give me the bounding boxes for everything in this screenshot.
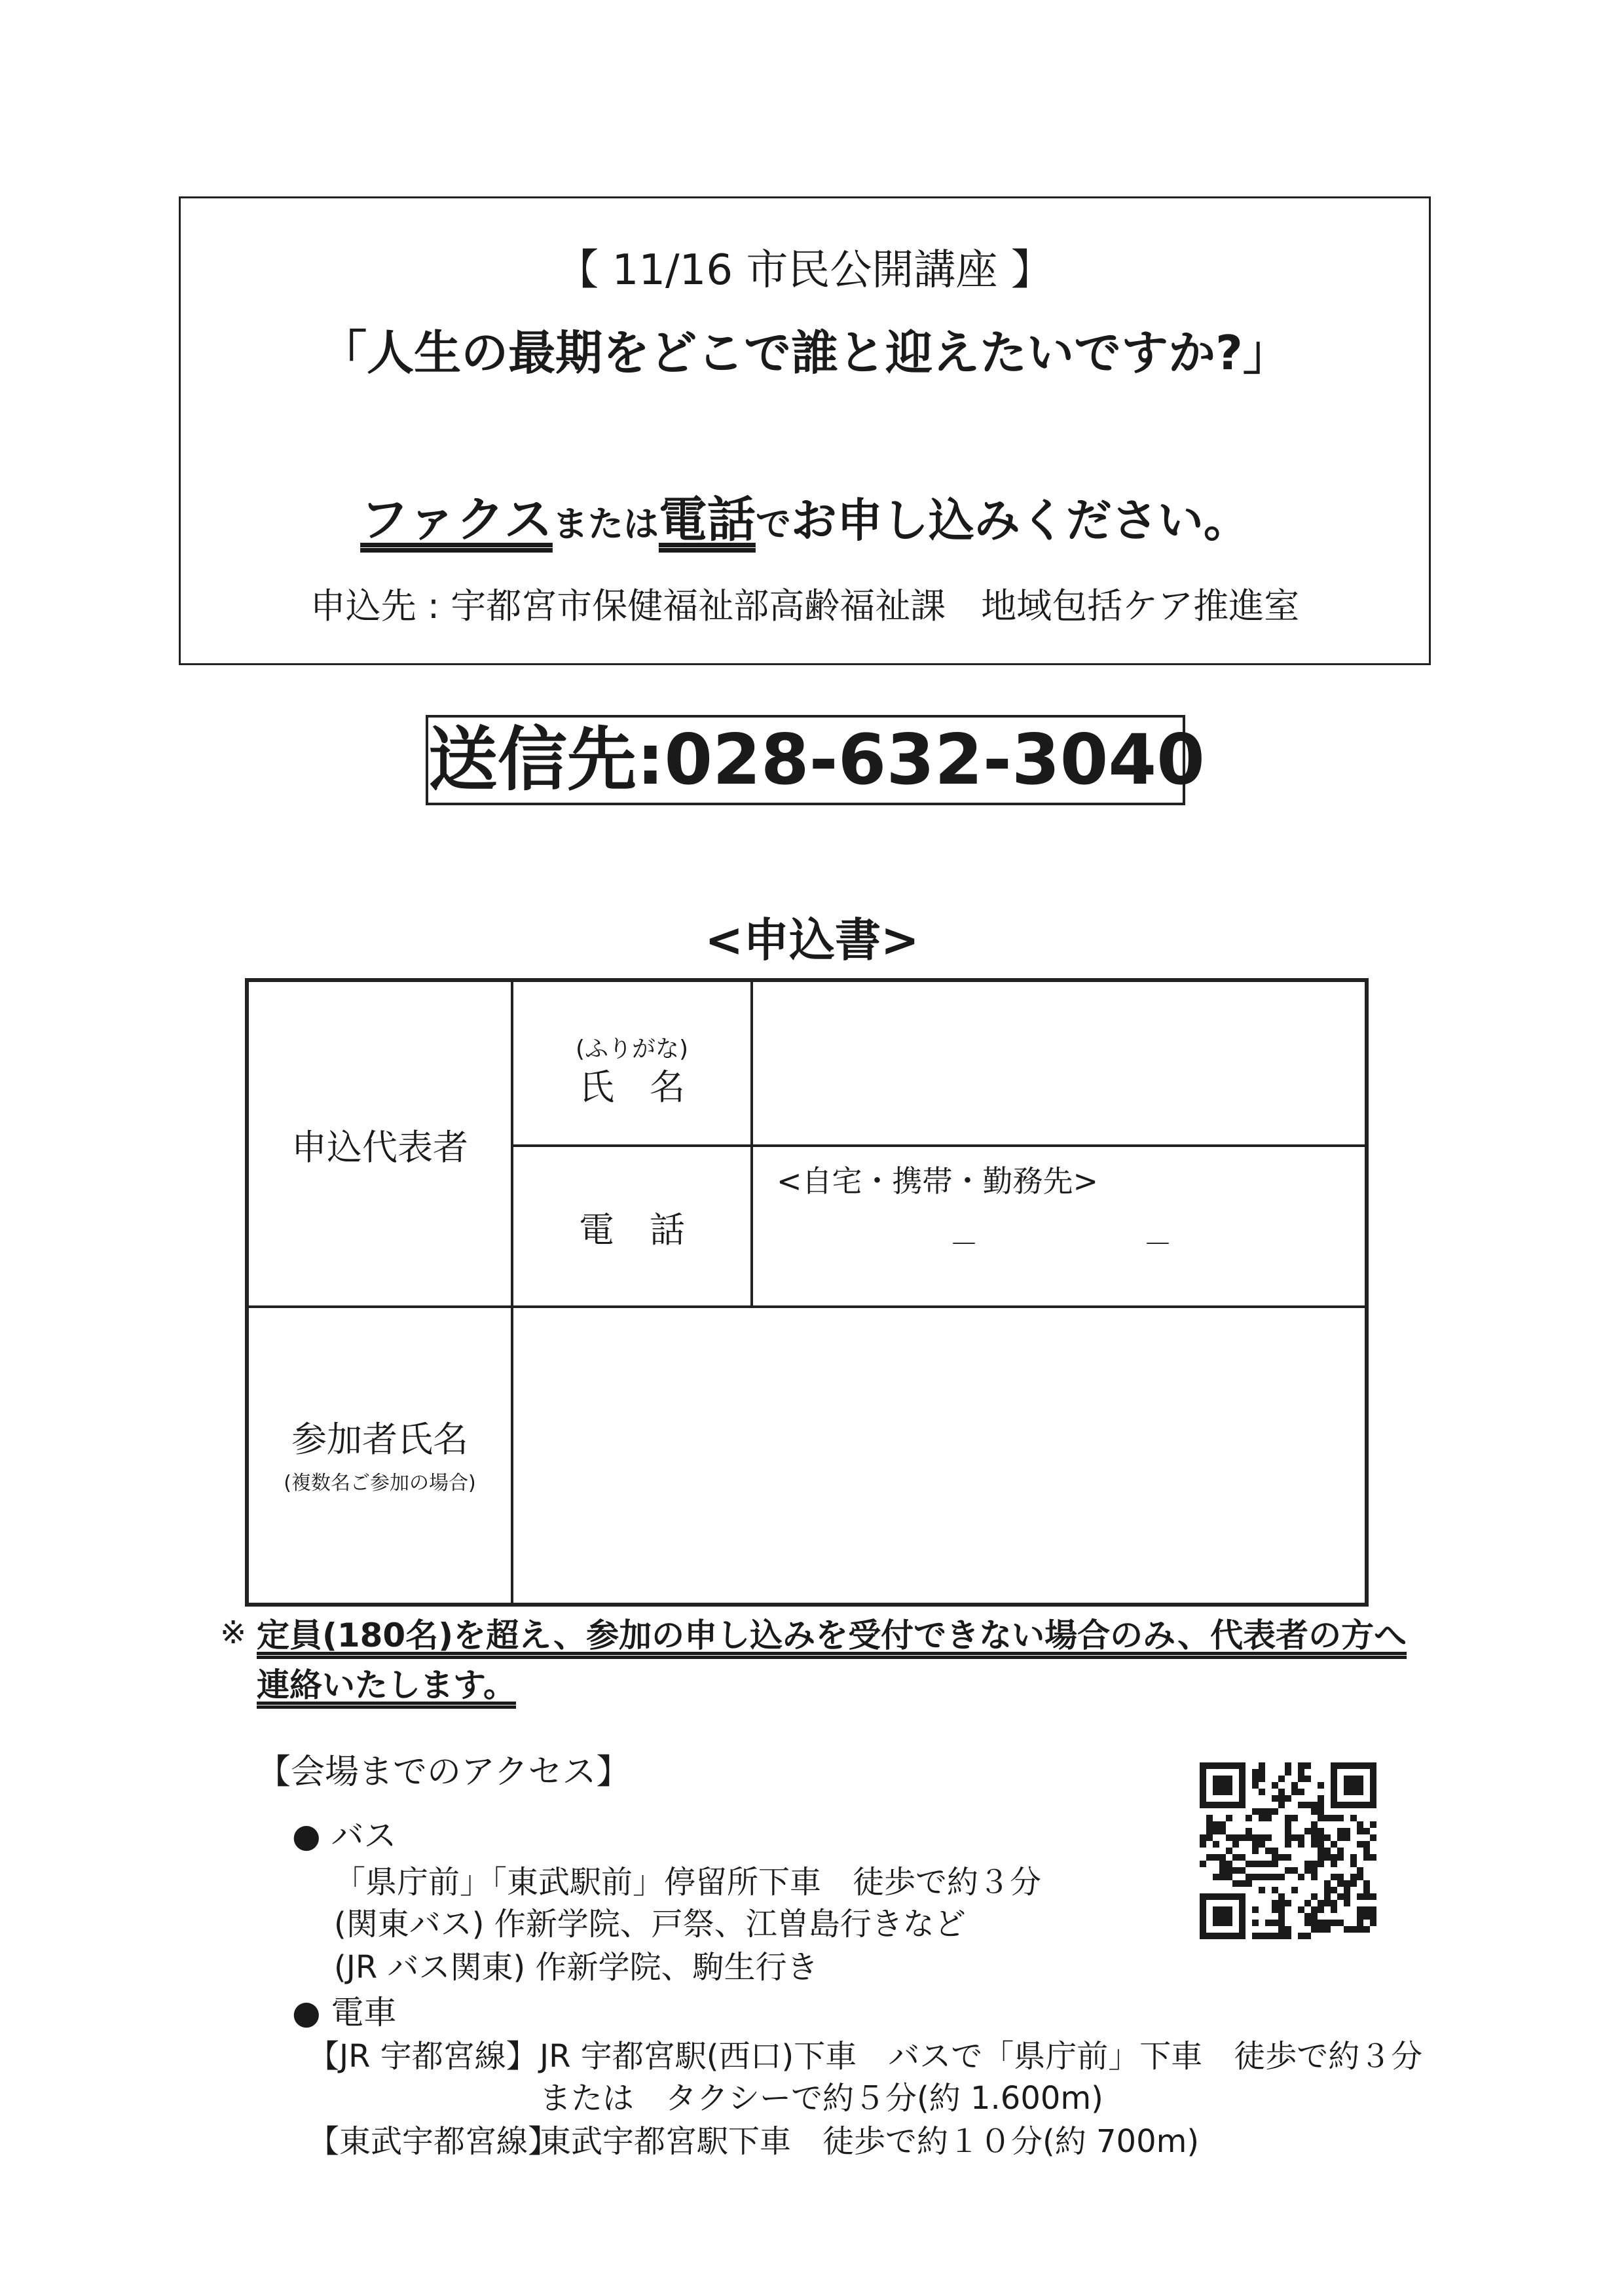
application-form-table bbox=[245, 978, 1369, 1607]
event-header-box bbox=[179, 196, 1431, 665]
jr-line-taxi: または タクシーで約５分(約 1.600m) bbox=[540, 2080, 1103, 2117]
phone-input-area[interactable] bbox=[753, 1147, 1365, 1305]
phone-label: 電 話 bbox=[579, 1209, 685, 1250]
participants-note: (複数名ご参加の場合) bbox=[284, 1472, 476, 1495]
form-title: <申込書> bbox=[705, 913, 919, 967]
contact-line: 申込先 : 宇都宮市保健福祉部高齢福祉課 地域包括ケア推進室 bbox=[310, 585, 1300, 627]
application-instruction bbox=[181, 481, 1429, 551]
tobu-line-directions: 東武宇都宮駅下車 徒歩で約１０分(約 700m) bbox=[540, 2123, 1200, 2160]
bus-line-2: (関東バス) 作新学院、戸祭、江曽島行きなど bbox=[334, 1906, 966, 1942]
capacity-note bbox=[257, 1611, 1409, 1710]
instruction-fax: ファクス bbox=[360, 492, 553, 548]
bus-line-3: (JR バス関東) 作新学院、駒生行き bbox=[334, 1949, 819, 1986]
furigana-label: (ふりがな) bbox=[575, 1036, 689, 1063]
name-label: 氏 名 bbox=[579, 1066, 685, 1108]
participants-input-area[interactable] bbox=[513, 1308, 1365, 1603]
name-input-area[interactable] bbox=[753, 982, 1365, 1144]
bus-line-1: 「県庁前」「東武駅前」停留所下車 徒歩で約３分 bbox=[334, 1864, 1042, 1901]
capacity-note-text: 定員(180名)を超え、参加の申し込みを受付できない場合のみ、代表者の方へ連絡いたします。 bbox=[257, 1616, 1407, 1704]
note-mark: ※ bbox=[220, 1614, 247, 1651]
phone-type-hint: <自宅・携帯・勤務先> bbox=[777, 1163, 1099, 1199]
instruction-or: または bbox=[552, 503, 659, 545]
qr-code-icon[interactable] bbox=[1200, 1762, 1376, 1939]
jr-line-label: 【JR 宇都宮線】 bbox=[308, 2038, 538, 2075]
event-label: 【 11/16 市民公開講座 】 bbox=[557, 246, 1053, 295]
instruction-de: で bbox=[755, 503, 791, 545]
participants-label: 参加者氏名 bbox=[291, 1419, 468, 1460]
representative-label: 申込代表者 bbox=[291, 1127, 468, 1168]
bus-section-title: ● バス bbox=[292, 1817, 397, 1855]
train-section-title: ● 電車 bbox=[292, 1994, 397, 2032]
instruction-phone: 電話 bbox=[658, 492, 756, 548]
jr-line-directions: JR 宇都宮駅(西口)下車 バスで「県庁前」下車 徒歩で約３分 bbox=[540, 2038, 1423, 2075]
instruction-rest: お申し込みください。 bbox=[790, 494, 1249, 547]
tobu-line-label: 【東武宇都宮線】 bbox=[308, 2123, 560, 2160]
phone-dash-2: － bbox=[1143, 1228, 1172, 1261]
fax-number-box: 送信先:028-632-3040 bbox=[426, 715, 1185, 805]
access-heading: 【会場までのアクセス】 bbox=[257, 1753, 631, 1792]
phone-dash-1: － bbox=[950, 1228, 978, 1261]
event-title: 「人生の最期をどこで誰と迎えたいですか?」 bbox=[320, 325, 1290, 380]
